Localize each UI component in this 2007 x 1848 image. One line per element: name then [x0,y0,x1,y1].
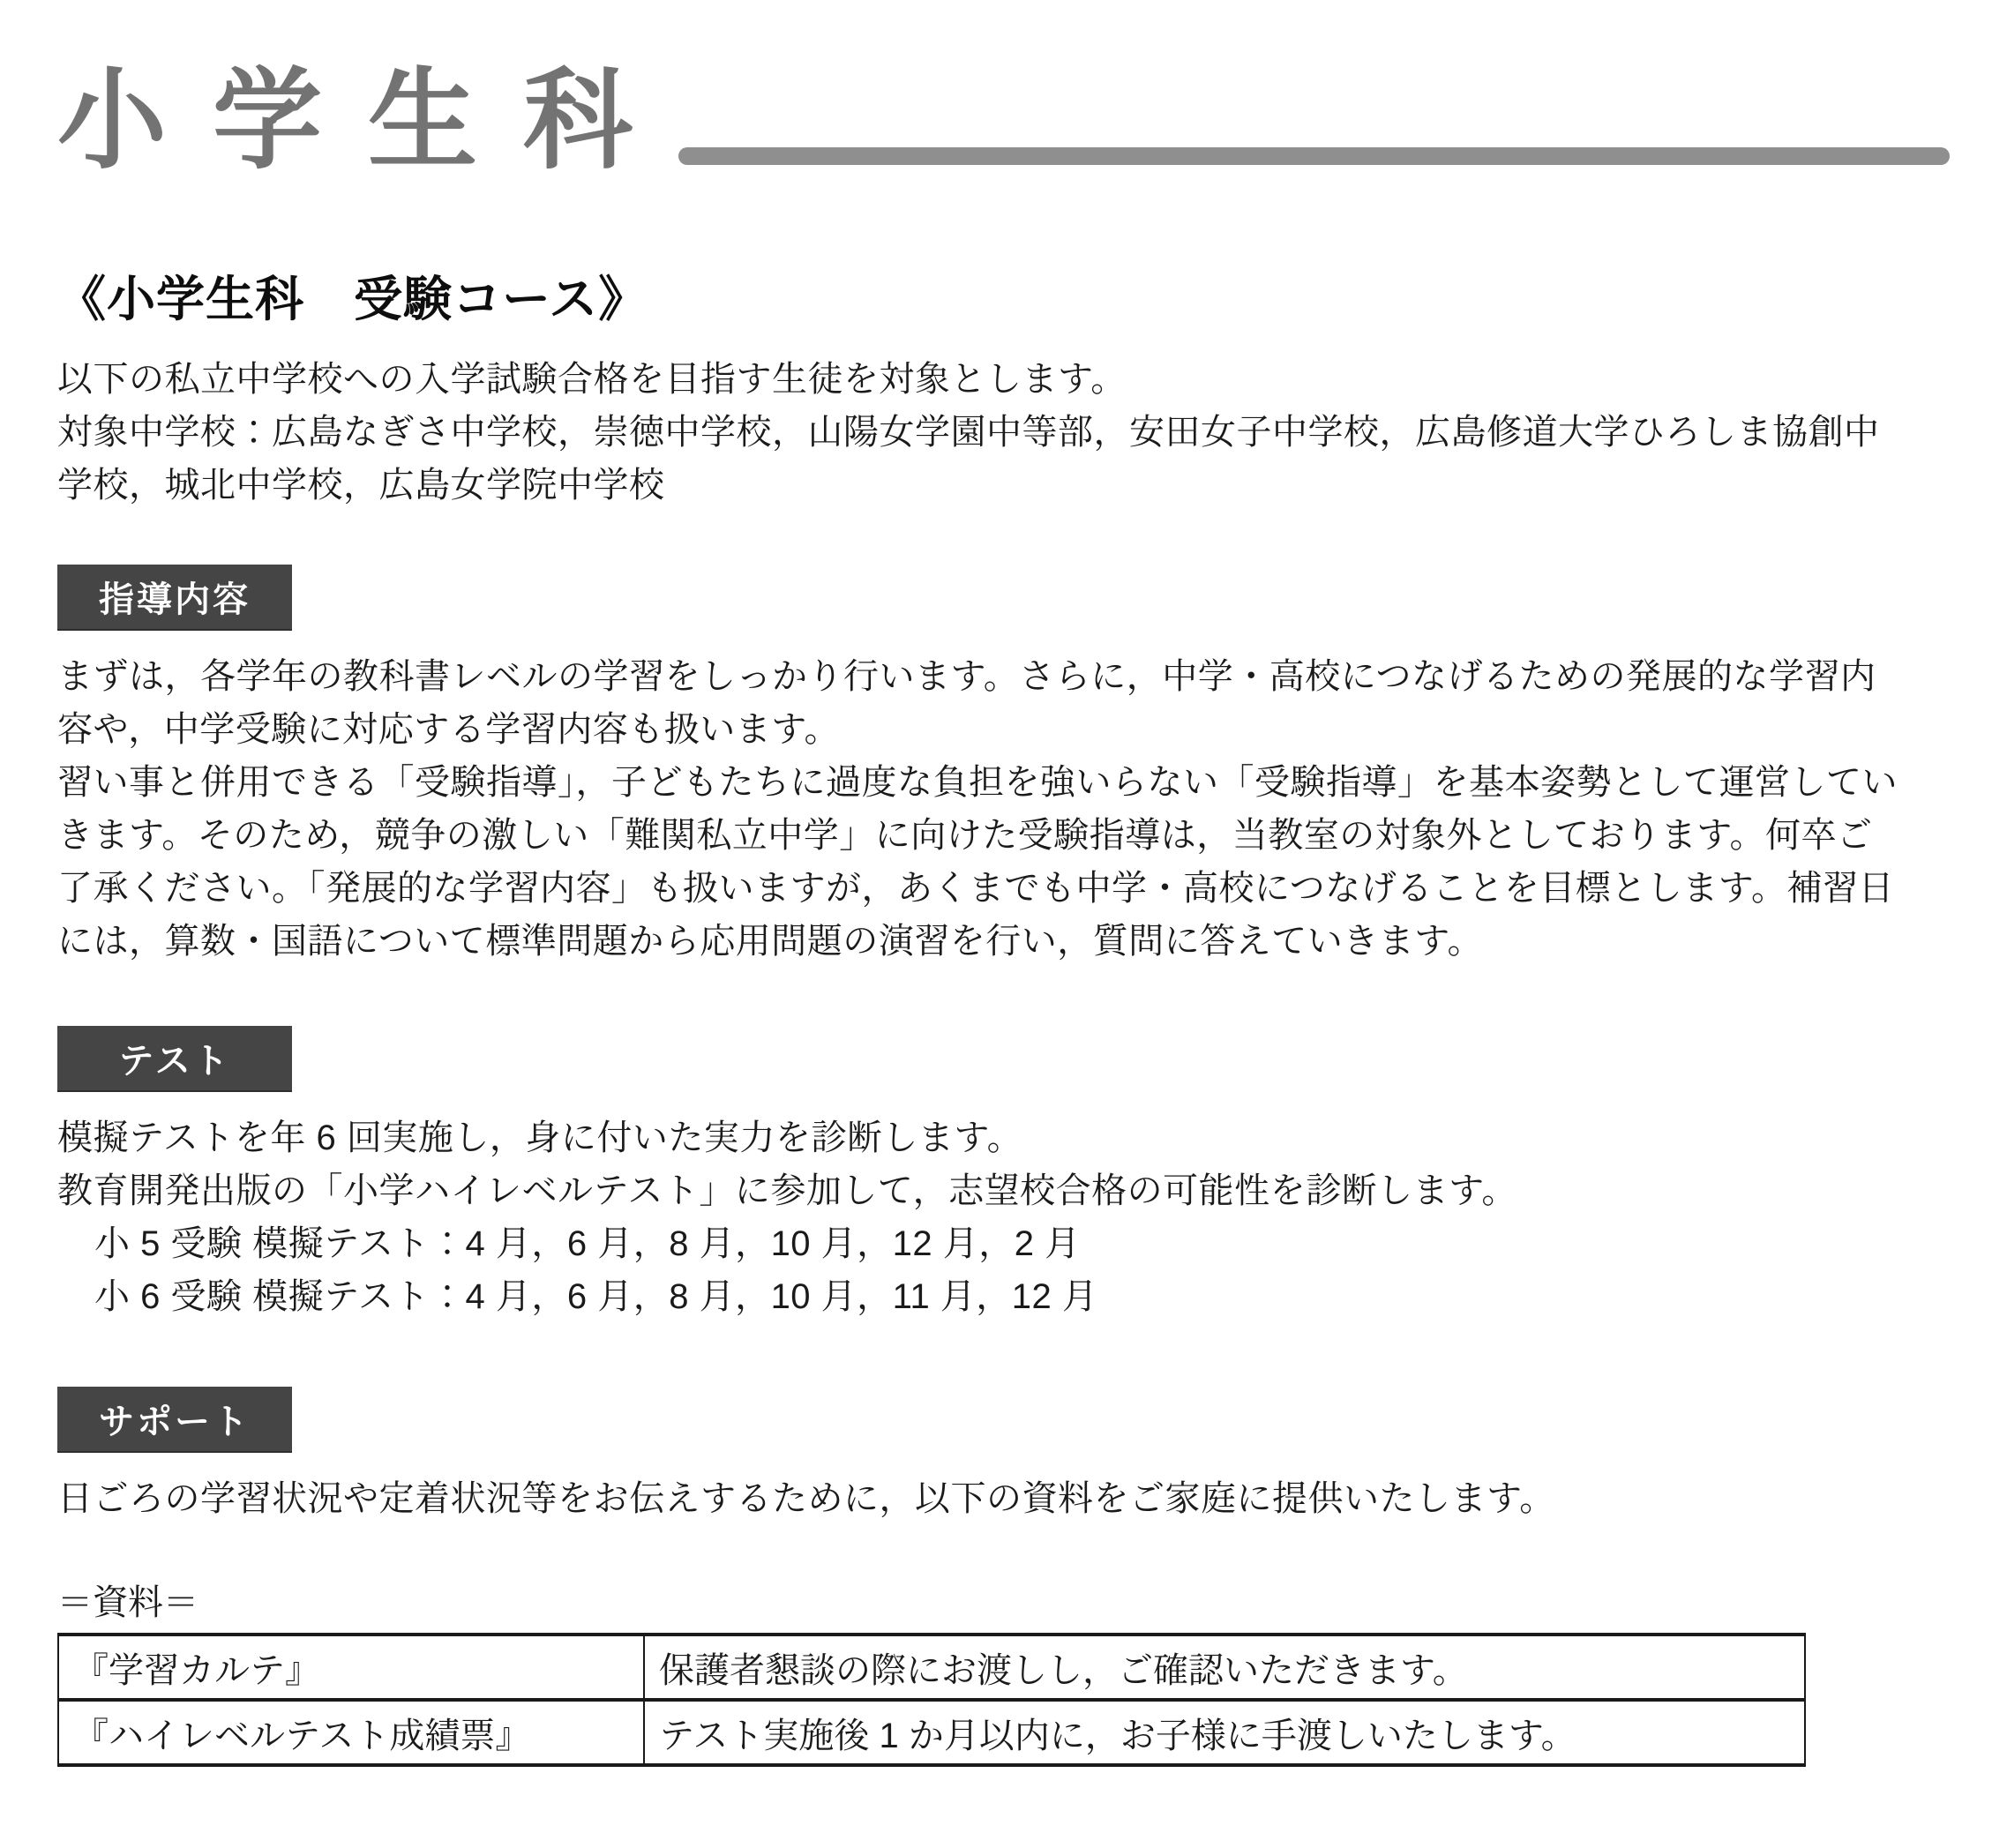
material-name-cell: 『ハイレベルテスト成績票』 [58,1700,644,1765]
support-line: 日ごろの学習状況や定着状況等をお伝えするために，以下の資料をご家庭に提供いたします。 [57,1479,1555,1519]
guidance-badge: 指導内容 [57,565,292,629]
support-body [57,1472,1950,1525]
section-guidance [57,565,1950,968]
guidance-line: には，算数・国語について標準問題から応用問題の演習を行い，質問に答えていきます。 [57,922,1483,961]
section-support [57,1387,1950,1525]
test-schedule-grade5: 小 5 受験 模擬テスト：4 月，6 月，8 月，10 月，12 月，2 月 [94,1224,1081,1264]
guidance-line: 習い事と併用できる「受験指導」，子どもたちに過度な負担を強いらない「受験指導」を基本姿勢として運営してい [57,763,1898,803]
test-line: 模擬テストを年 6 回実施し，身に付いた実力を診断します。 [57,1119,1023,1158]
intro-line: 学校，城北中学校，広島女学院中学校 [57,466,665,505]
intro-line: 対象中学校：広島なぎさ中学校，崇徳中学校，山陽女学園中等部，安田女子中学校，広島修道大学ひろしま協創中 [57,413,1880,453]
test-badge: テスト [57,1026,292,1090]
guidance-body [57,650,1950,968]
test-schedule-grade6: 小 6 受験 模擬テスト：4 月，6 月，8 月，10 月，11 月，12 月 [94,1277,1098,1317]
course-heading: 《小学生科 受験コース》 [57,272,648,327]
guidance-line: まずは，各学年の教科書レベルの学習をしっかり行います。さらに，中学・高校につなげるための発展的な学習内 [57,657,1876,697]
title-rule [678,147,1950,165]
guidance-line: 容や，中学受験に対応する学習内容も扱います。 [57,710,840,750]
material-desc-cell: テスト実施後 1 か月以内に，お子様に手渡しいたします。 [644,1700,1805,1765]
table-row [58,1635,1805,1700]
support-badge: サポート [57,1387,292,1451]
materials-table [57,1633,1806,1767]
section-test [57,1026,1950,1323]
guidance-line: きます。そのため，競争の激しい「難関私立中学」に向けた受験指導は，当教室の対象外としております。何卒ご [57,816,1873,856]
materials-label: ＝資料＝ [57,1583,198,1623]
intro-paragraph [57,353,1950,512]
test-line: 教育開発出版の「小学ハイレベルテスト」に参加して，志望校合格の可能性を診断します。 [57,1171,1517,1211]
intro-line: 以下の私立中学校への入学試験合格を目指す生徒を対象とします。 [57,360,1127,400]
guidance-line: 了承ください。「発展的な学習内容」も扱いますが，あくまでも中学・高校につなげることを目標とします。補習日 [57,869,1894,909]
page-title: 小学生科 [57,60,679,182]
material-name-cell: 『学習カルテ』 [58,1635,644,1700]
material-desc-cell: 保護者懇談の際にお渡しし，ご確認いただきます。 [644,1635,1805,1700]
table-row [58,1700,1805,1765]
masthead [57,60,1950,182]
test-body [57,1111,1950,1323]
